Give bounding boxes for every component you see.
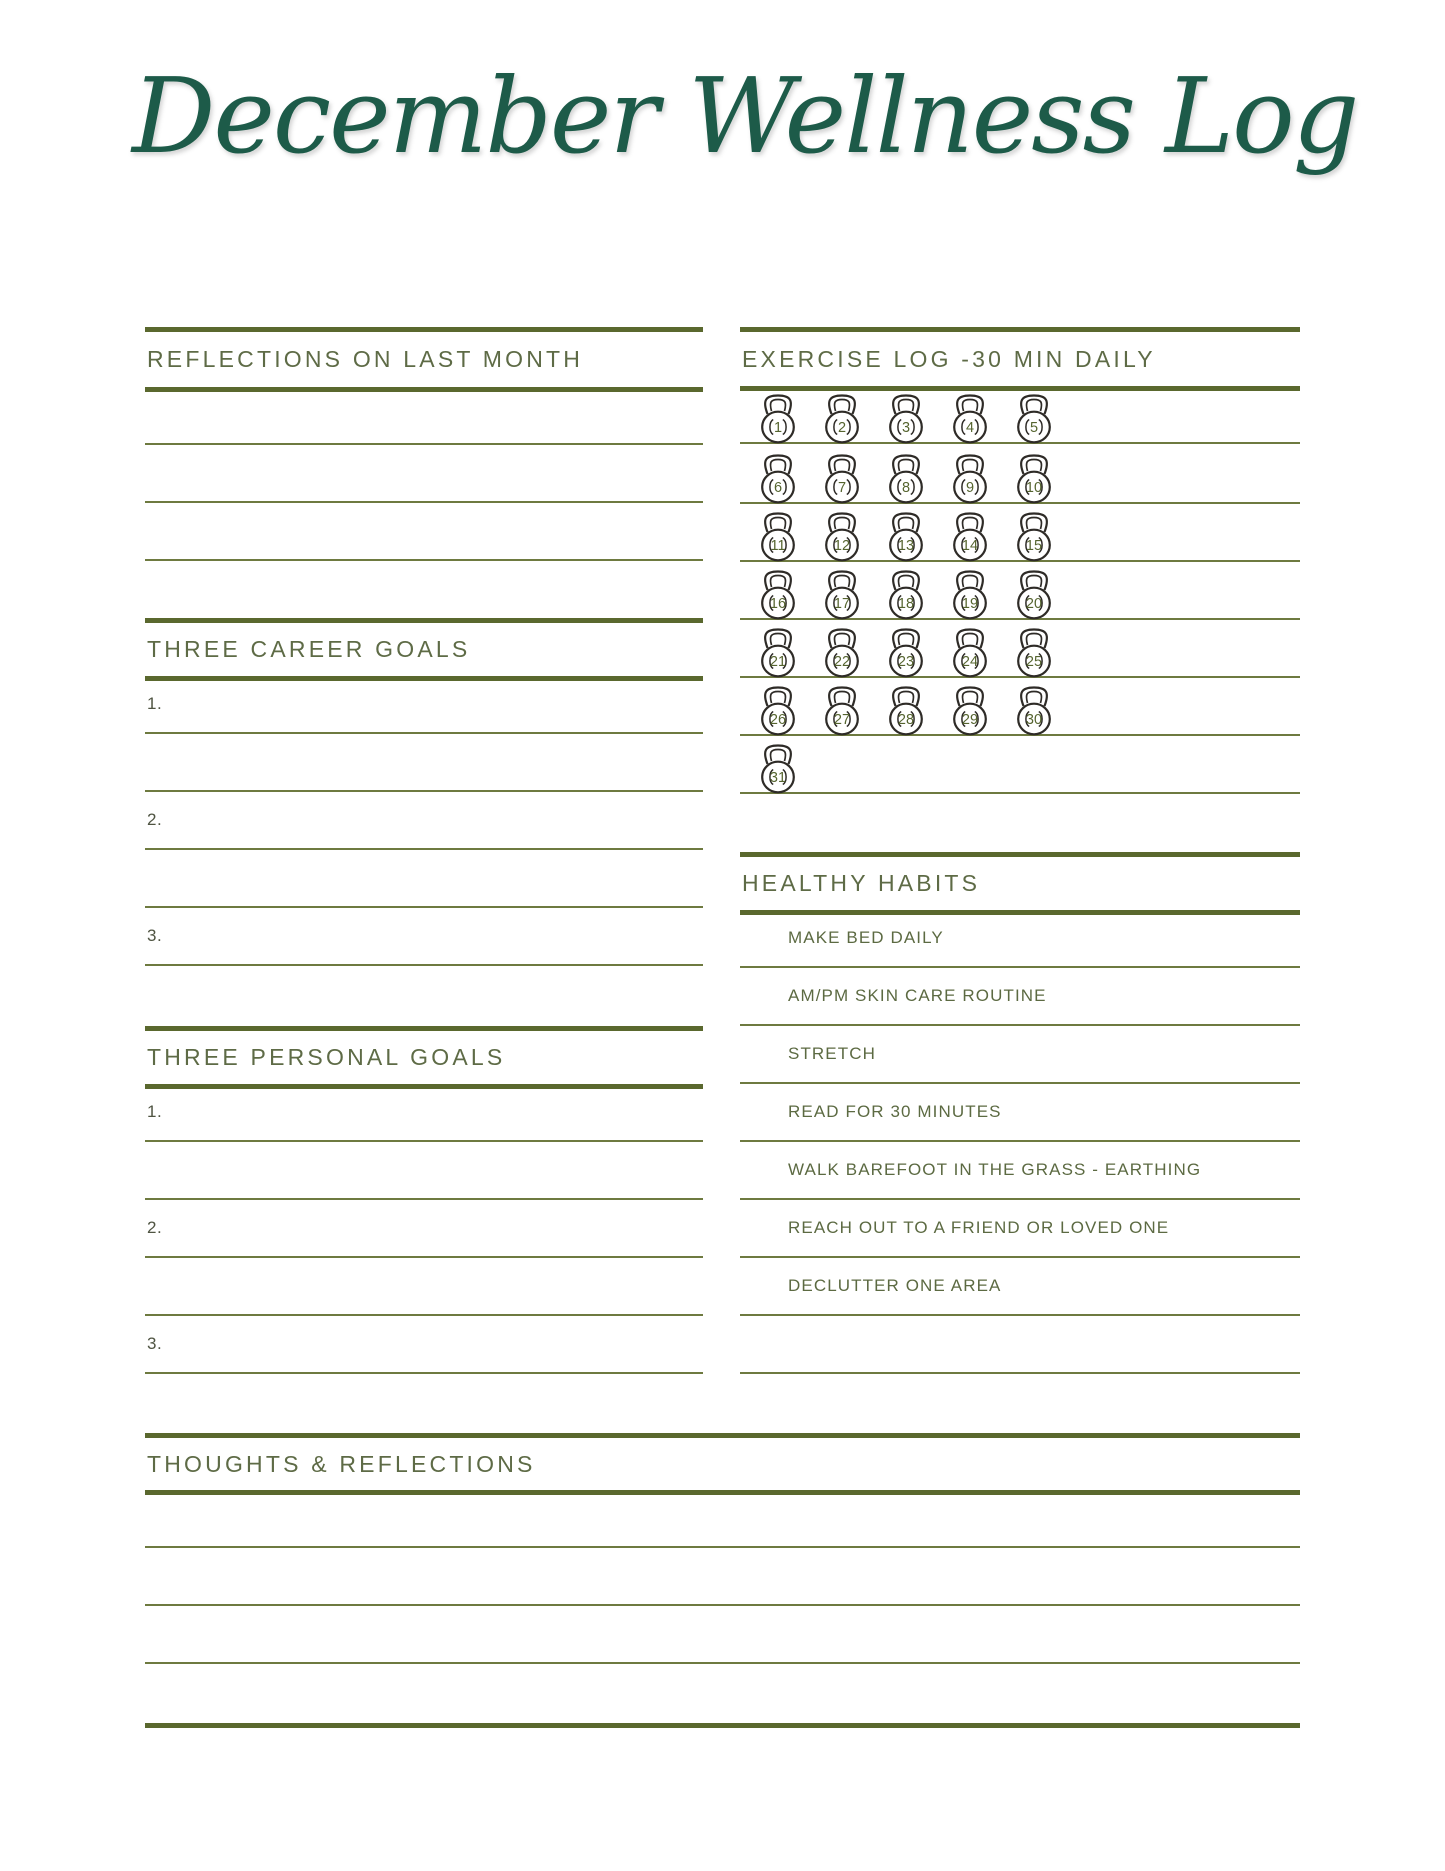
exercise-day-row <box>757 392 1055 444</box>
ruled-line <box>145 734 703 792</box>
day-number: 14 <box>961 538 979 554</box>
goal-item <box>145 908 703 1024</box>
exercise-day-row <box>757 510 1055 562</box>
day-number: 22 <box>833 654 851 670</box>
ruled-line <box>145 1142 703 1200</box>
kettlebell-icon <box>885 510 927 562</box>
day-number: 17 <box>833 596 851 612</box>
kettlebell-icon <box>757 392 799 444</box>
day-number: 9 <box>965 480 975 496</box>
section-title: THREE CAREER GOALS <box>147 636 471 662</box>
day-number: 5 <box>1029 420 1039 436</box>
habit-item: READ FOR 30 MINUTES <box>740 1084 1300 1142</box>
section-title: EXERCISE LOG -30 MIN DAILY <box>742 345 1156 372</box>
kettlebell-icon <box>1013 684 1055 736</box>
goal-number: 2. <box>145 792 703 850</box>
goal-number: 2. <box>145 1200 703 1258</box>
day-number: 13 <box>897 538 915 554</box>
kettlebell-icon <box>757 452 799 504</box>
ruled-line <box>145 445 703 503</box>
day-number: 25 <box>1025 654 1043 670</box>
goal-item <box>145 1316 703 1432</box>
ruled-line <box>145 850 703 908</box>
section-bottom-rule <box>145 1723 1300 1728</box>
kettlebell-icon <box>757 742 799 794</box>
habit-item: REACH OUT TO A FRIEND OR LOVED ONE <box>740 1200 1300 1258</box>
career-goals-list <box>145 676 703 1024</box>
day-number: 2 <box>837 420 847 436</box>
reflections-writing-lines <box>145 387 703 561</box>
kettlebell-icon <box>821 568 863 620</box>
kettlebell-icon <box>1013 452 1055 504</box>
kettlebell-icon <box>821 684 863 736</box>
kettlebell-icon <box>949 452 991 504</box>
section-title: THOUGHTS & REFLECTIONS <box>147 1450 536 1477</box>
section-header-healthy-habits <box>740 852 1300 915</box>
day-number: 20 <box>1025 596 1043 612</box>
day-number: 30 <box>1025 712 1043 728</box>
goal-number: 1. <box>145 1084 703 1142</box>
day-number: 21 <box>769 654 787 670</box>
ruled-line <box>145 966 703 1024</box>
day-number: 28 <box>897 712 915 728</box>
kettlebell-icon <box>757 510 799 562</box>
habit-item: MAKE BED DAILY <box>740 910 1300 968</box>
goal-number: 3. <box>145 908 703 966</box>
day-number: 29 <box>961 712 979 728</box>
day-number: 8 <box>901 480 911 496</box>
day-number: 19 <box>961 596 979 612</box>
kettlebell-icon <box>885 684 927 736</box>
kettlebell-icon <box>885 392 927 444</box>
kettlebell-icon <box>949 684 991 736</box>
day-number: 12 <box>833 538 851 554</box>
day-number: 24 <box>961 654 979 670</box>
kettlebell-icon <box>885 626 927 678</box>
section-header-exercise-log <box>740 327 1300 391</box>
day-number: 6 <box>773 480 783 496</box>
section-title: REFLECTIONS ON LAST MONTH <box>147 346 584 372</box>
ruled-line <box>145 387 703 445</box>
kettlebell-icon <box>821 392 863 444</box>
day-number: 11 <box>770 538 786 554</box>
day-number: 31 <box>769 770 787 786</box>
kettlebell-icon <box>949 626 991 678</box>
ruled-line <box>145 1258 703 1316</box>
kettlebell-icon <box>757 626 799 678</box>
section-title: THREE PERSONAL GOALS <box>147 1044 506 1070</box>
section-title: HEALTHY HABITS <box>742 870 981 896</box>
ruled-line <box>740 792 1300 794</box>
goal-number: 3. <box>145 1316 703 1374</box>
day-number: 23 <box>897 654 915 670</box>
day-number: 16 <box>769 596 787 612</box>
kettlebell-icon <box>885 452 927 504</box>
exercise-day-row <box>757 684 1055 736</box>
habit-item: AM/PM SKIN CARE ROUTINE <box>740 968 1300 1026</box>
kettlebell-icon <box>1013 568 1055 620</box>
ruled-line <box>145 1374 703 1432</box>
section-header-career-goals <box>145 618 703 681</box>
goal-item <box>145 792 703 908</box>
goal-item <box>145 1084 703 1200</box>
goal-item <box>145 676 703 792</box>
kettlebell-icon <box>821 626 863 678</box>
day-number: 4 <box>965 420 975 436</box>
habits-list <box>740 910 1300 1316</box>
kettlebell-icon <box>757 568 799 620</box>
day-number: 3 <box>901 420 911 436</box>
day-number: 18 <box>897 596 915 612</box>
kettlebell-icon <box>1013 392 1055 444</box>
page-title: December Wellness Log <box>132 55 1358 177</box>
exercise-day-row <box>757 742 799 794</box>
ruled-line <box>740 1316 1300 1374</box>
exercise-day-row <box>757 568 1055 620</box>
goal-number: 1. <box>145 676 703 734</box>
kettlebell-icon <box>949 510 991 562</box>
kettlebell-icon <box>1013 626 1055 678</box>
habit-item: WALK BAREFOOT IN THE GRASS - EARTHING <box>740 1142 1300 1200</box>
habit-item: DECLUTTER ONE AREA <box>740 1258 1300 1316</box>
kettlebell-icon <box>821 452 863 504</box>
kettlebell-icon <box>757 684 799 736</box>
day-number: 15 <box>1025 538 1043 554</box>
ruled-line <box>145 1606 1300 1664</box>
personal-goals-list <box>145 1084 703 1432</box>
section-header-thoughts <box>145 1433 1300 1495</box>
section-header-reflections <box>145 327 703 392</box>
ruled-line <box>145 503 703 561</box>
kettlebell-icon <box>821 510 863 562</box>
day-number: 10 <box>1025 480 1043 496</box>
exercise-day-row <box>757 626 1055 678</box>
goal-item <box>145 1200 703 1316</box>
kettlebell-icon <box>885 568 927 620</box>
thoughts-writing-lines <box>145 1490 1300 1664</box>
exercise-day-row <box>757 452 1055 504</box>
kettlebell-icon <box>949 392 991 444</box>
kettlebell-icon <box>1013 510 1055 562</box>
kettlebell-icon <box>949 568 991 620</box>
habit-item: STRETCH <box>740 1026 1300 1084</box>
day-number: 26 <box>769 712 787 728</box>
day-number: 27 <box>833 712 851 728</box>
day-number: 7 <box>837 480 847 496</box>
day-number: 1 <box>773 420 783 436</box>
ruled-line <box>145 1548 1300 1606</box>
ruled-line <box>145 1490 1300 1548</box>
section-header-personal-goals <box>145 1026 703 1089</box>
